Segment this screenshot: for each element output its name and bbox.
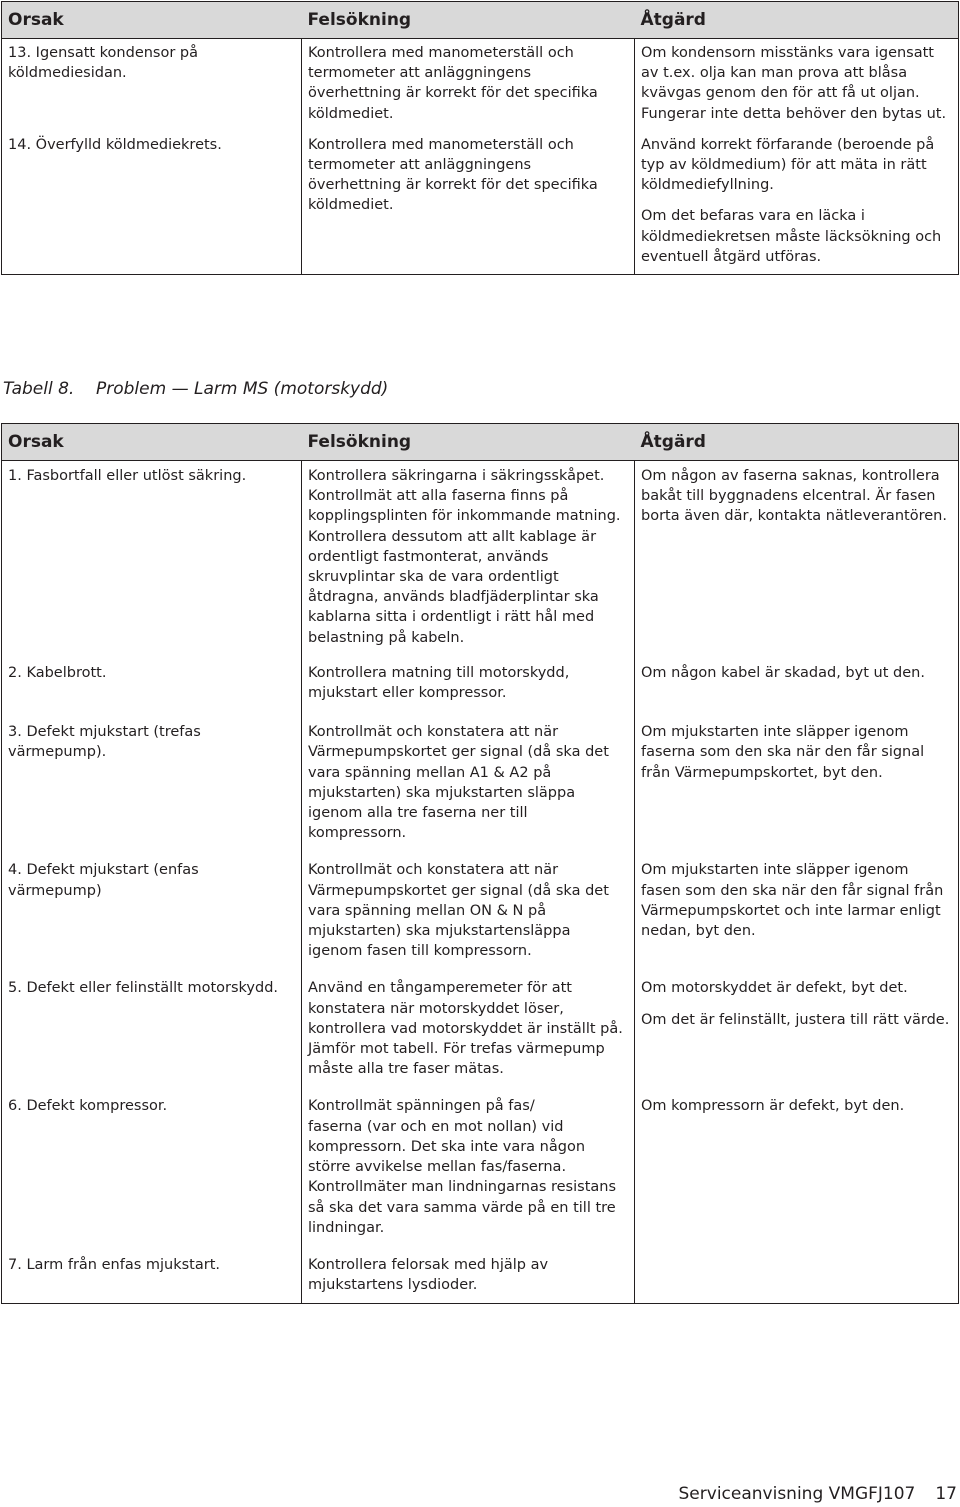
page-number: 17	[935, 1484, 957, 1504]
cell-cause	[2, 39, 302, 131]
cause-text: 13. Igensatt kondensor på köldmediesidan.	[8, 45, 199, 82]
table-row	[2, 1250, 959, 1304]
header-troubleshooting: Felsökning	[302, 2, 635, 39]
cause-text: 2. Kabelbrott.	[8, 664, 107, 681]
page-footer	[679, 1484, 957, 1504]
cause-text: 14. Överfylld köldmediekrets.	[8, 136, 222, 153]
document-title: Serviceanvisning VMGFJ107	[678, 1484, 916, 1504]
cell-cause	[2, 658, 302, 717]
action-text: Om mjukstarten inte släpper igenom fasen som den ska när den får signal från Värmepumpskortet och inte larmar enligt nedan, byt den.	[641, 862, 944, 940]
table-caption-number: Tabell 8.	[3, 379, 75, 399]
cell-cause	[2, 855, 302, 973]
cell-check	[302, 461, 635, 658]
cell-cause	[2, 1091, 302, 1249]
cell-action	[635, 39, 959, 131]
cell-check	[302, 1091, 635, 1249]
header-cause: Orsak	[2, 2, 302, 39]
table-row	[2, 131, 959, 275]
cell-action	[635, 658, 959, 717]
action-text: Använd korrekt förfarande (beroende på typ av köldmedium) för att mäta in rätt köldmediefyllning.	[641, 136, 935, 194]
action-text: Om mjukstarten inte släpper igenom faserna som den ska när den får signal från Värmepumpskortet, byt den.	[641, 724, 925, 781]
cell-action	[635, 855, 959, 973]
cell-action	[635, 1091, 959, 1249]
cell-action	[635, 1250, 959, 1304]
check-text: Använd en tångamperemeter för att konstatera när motorskyddet löser, kontrollera vad motorskyddet är inställt på.	[308, 980, 623, 1037]
cell-action	[635, 973, 959, 1091]
action-text: Om det befaras vara en läcka i köldmediekretsen måste läcksökning och eventuell åtgärd utföras.	[641, 208, 942, 265]
table-row	[2, 855, 959, 973]
cell-action	[635, 461, 959, 658]
check-text: Kontrollmät och konstatera att när Värmepumpskortet ger signal (då ska det vara spänning mellan ON & N på mjukstarten) ska mjukstartensläppa igenom fasen till kompressorn.	[308, 862, 609, 960]
table-row	[2, 717, 959, 855]
check-text: faserna (var och en mot nollan) vid kompressorn. Det ska inte vara någon större avvikelse mellan fas/faserna. Kontrollmäter man lindningarnas resistans så ska det vara samma värde på en till tre lindningar.	[308, 1118, 617, 1236]
action-text: Om någon av faserna saknas, kontrollera bakåt till byggnadens elcentral. Är fasen borta även där, kontakta nätleverantören.	[641, 468, 947, 525]
cell-check	[302, 39, 635, 131]
cause-text: 4. Defekt mjukstart (enfas värmepump)	[8, 862, 199, 899]
cell-cause	[2, 131, 302, 275]
check-text: Kontrollera säkringarna i säkringsskåpet.	[308, 468, 605, 484]
cause-text: 1. Fasbortfall eller utlöst säkring.	[8, 468, 247, 484]
header-action: Åtgärd	[635, 424, 959, 461]
table-row	[2, 973, 959, 1091]
table-row	[2, 461, 959, 658]
troubleshooting-table-continued	[1, 1, 959, 275]
check-text: Kontrollera med manometerställ och termometer att anläggningens överhettning är korrekt för det specifika köldmediet.	[308, 136, 598, 214]
cause-text: 3. Defekt mjukstart (trefas värmepump).	[8, 724, 201, 761]
table-row	[2, 658, 959, 717]
check-text: Kontrollera felorsak med hjälp av mjukstartens lysdioder.	[308, 1256, 549, 1294]
cause-text: 7. Larm från enfas mjukstart.	[8, 1256, 220, 1273]
troubleshooting-table-ms-alarm	[1, 423, 959, 1304]
check-text: Kontrollera med manometerställ och termometer att anläggningens överhettning är korrekt för det specifika köldmediet.	[308, 45, 598, 122]
header-troubleshooting: Felsökning	[302, 424, 635, 461]
header-cause: Orsak	[2, 424, 302, 461]
table-row	[2, 1091, 959, 1249]
table-header-row	[2, 2, 959, 39]
table-row	[2, 39, 959, 131]
check-text: Kontrollmät spänningen på fas/	[308, 1098, 535, 1115]
action-text: Om motorskyddet är defekt, byt det.	[641, 980, 908, 997]
cell-check	[302, 131, 635, 275]
table-caption	[3, 379, 388, 399]
cell-check	[302, 855, 635, 973]
cell-cause	[2, 1250, 302, 1304]
header-action: Åtgärd	[635, 2, 959, 39]
action-text: Om kompressorn är defekt, byt den.	[641, 1098, 905, 1115]
check-text: Kontrollera matning till motorskydd, mjukstart eller kompressor.	[308, 664, 570, 702]
check-text: Kontrollmät att alla faserna finns på kopplingsplinten för inkommande matning.	[308, 488, 621, 525]
action-text: Om kondensorn misstänks vara igensatt av t.ex. olja kan man prova att blåsa kvävgas genom den för att få ut oljan. Fungerar inte detta behöver den bytas ut.	[641, 45, 947, 122]
cell-check	[302, 658, 635, 717]
cell-action	[635, 131, 959, 275]
cell-action	[635, 717, 959, 855]
action-text: Om någon kabel är skadad, byt ut den.	[641, 664, 925, 681]
check-text: Jämför mot tabell. För trefas värmepump måste alla tre faser mätas.	[308, 1041, 605, 1078]
cause-text: 5. Defekt eller felinställt motorskydd.	[8, 980, 279, 997]
check-text: Kontrollmät och konstatera att när Värmepumpskortet ger signal (då ska det vara spänning mellan A1 & A2 på mjukstarten) ska mjukstarten släppa igenom alla tre faserna ner till kompressorn.	[308, 724, 609, 842]
cell-check	[302, 973, 635, 1091]
cause-text: 6. Defekt kompressor.	[8, 1098, 168, 1115]
cell-cause	[2, 461, 302, 658]
table-caption-title: Problem — Larm MS (motorskydd)	[96, 379, 389, 399]
cell-cause	[2, 717, 302, 855]
cell-cause	[2, 973, 302, 1091]
check-text: Kontrollera dessutom att allt kablage är ordentligt fastmonterat, används skruvplintar ska de vara ordentligt åtdragna, används bladfjäderplintar ska kablarna sitta i ordentligt i rätt hål med belastning på kabeln.	[308, 528, 599, 646]
cell-check	[302, 717, 635, 855]
table-header-row	[2, 424, 959, 461]
action-text: Om det är felinställt, justera till rätt värde.	[641, 1011, 950, 1028]
cell-check	[302, 1250, 635, 1304]
